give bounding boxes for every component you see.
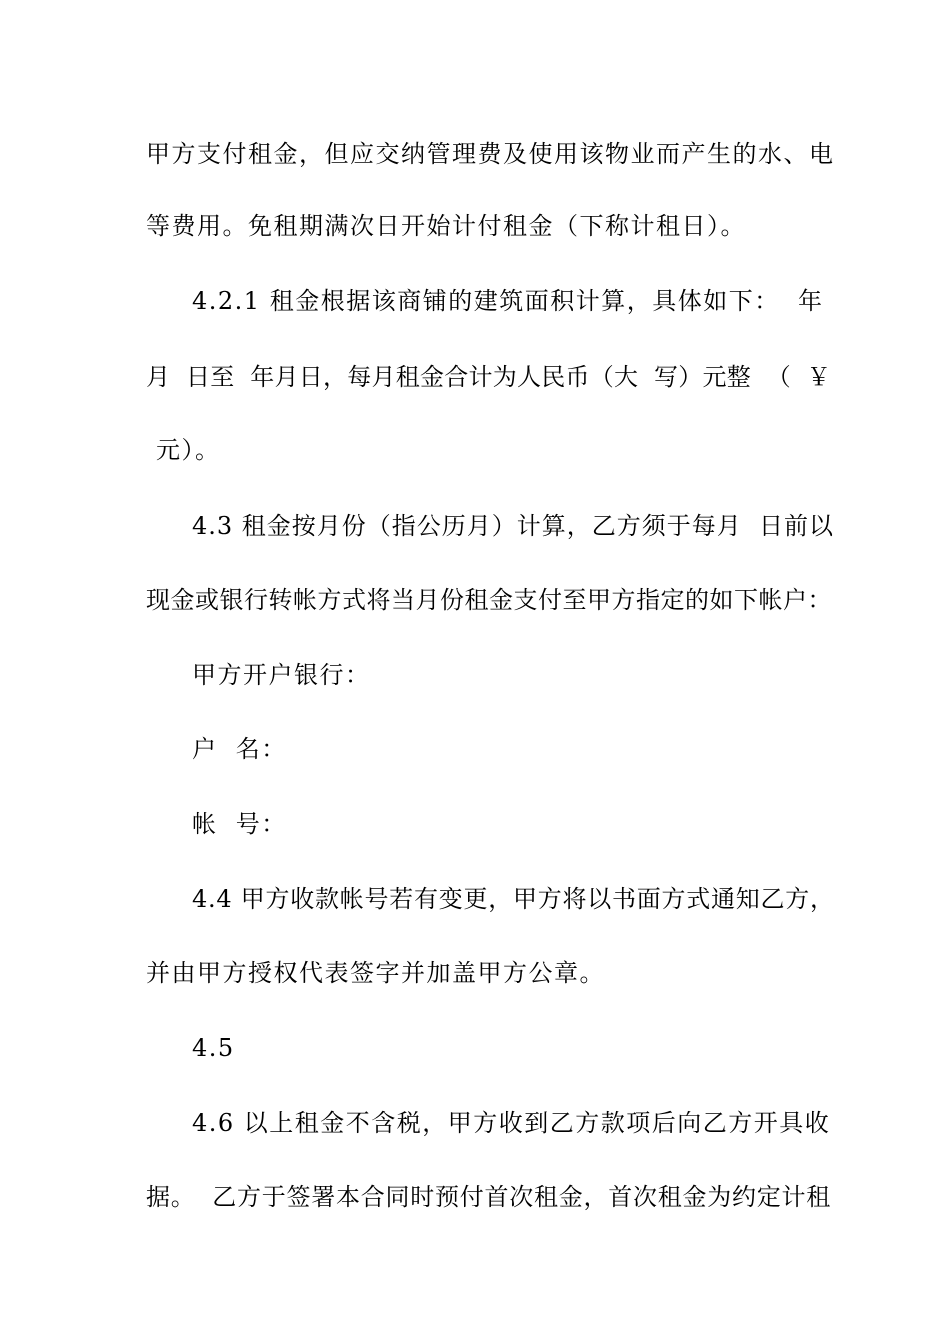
text-line: 4.3 租金按月份（指公历月）计算，乙方须于每月 日前以 <box>192 512 835 540</box>
text-line: 元）。 <box>156 436 221 464</box>
text-line: 据。 乙方于签署本合同时预付首次租金，首次租金为约定计租 <box>146 1183 832 1211</box>
text-line: 月 日至 年月日，每月租金合计为人民币（大 写）元整 （ ￥ <box>146 363 832 391</box>
text-line: 帐 号： <box>192 810 287 838</box>
text-line: 甲方支付租金，但应交纳管理费及使用该物业而产生的水、电 <box>146 140 835 168</box>
text-line: 4.2.1 租金根据该商铺的建筑面积计算，具体如下： 年 <box>192 287 824 315</box>
text-line: 4.6 以上租金不含税，甲方收到乙方款项后向乙方开具收 <box>192 1109 831 1137</box>
text-line: 并由甲方授权代表签字并加盖甲方公章。 <box>146 959 605 987</box>
text-line: 4.5 <box>192 1034 235 1062</box>
text-line: 现金或银行转帐方式将当月份租金支付至甲方指定的如下帐户： <box>146 586 832 614</box>
text-line: 户 名： <box>192 735 287 763</box>
text-line: 4.4 甲方收款帐号若有变更，甲方将以书面方式通知乙方， <box>192 885 835 913</box>
text-line: 甲方开户银行： <box>192 661 371 689</box>
text-line: 等费用。免租期满次日开始计付租金（下称计租日）。 <box>146 212 746 240</box>
